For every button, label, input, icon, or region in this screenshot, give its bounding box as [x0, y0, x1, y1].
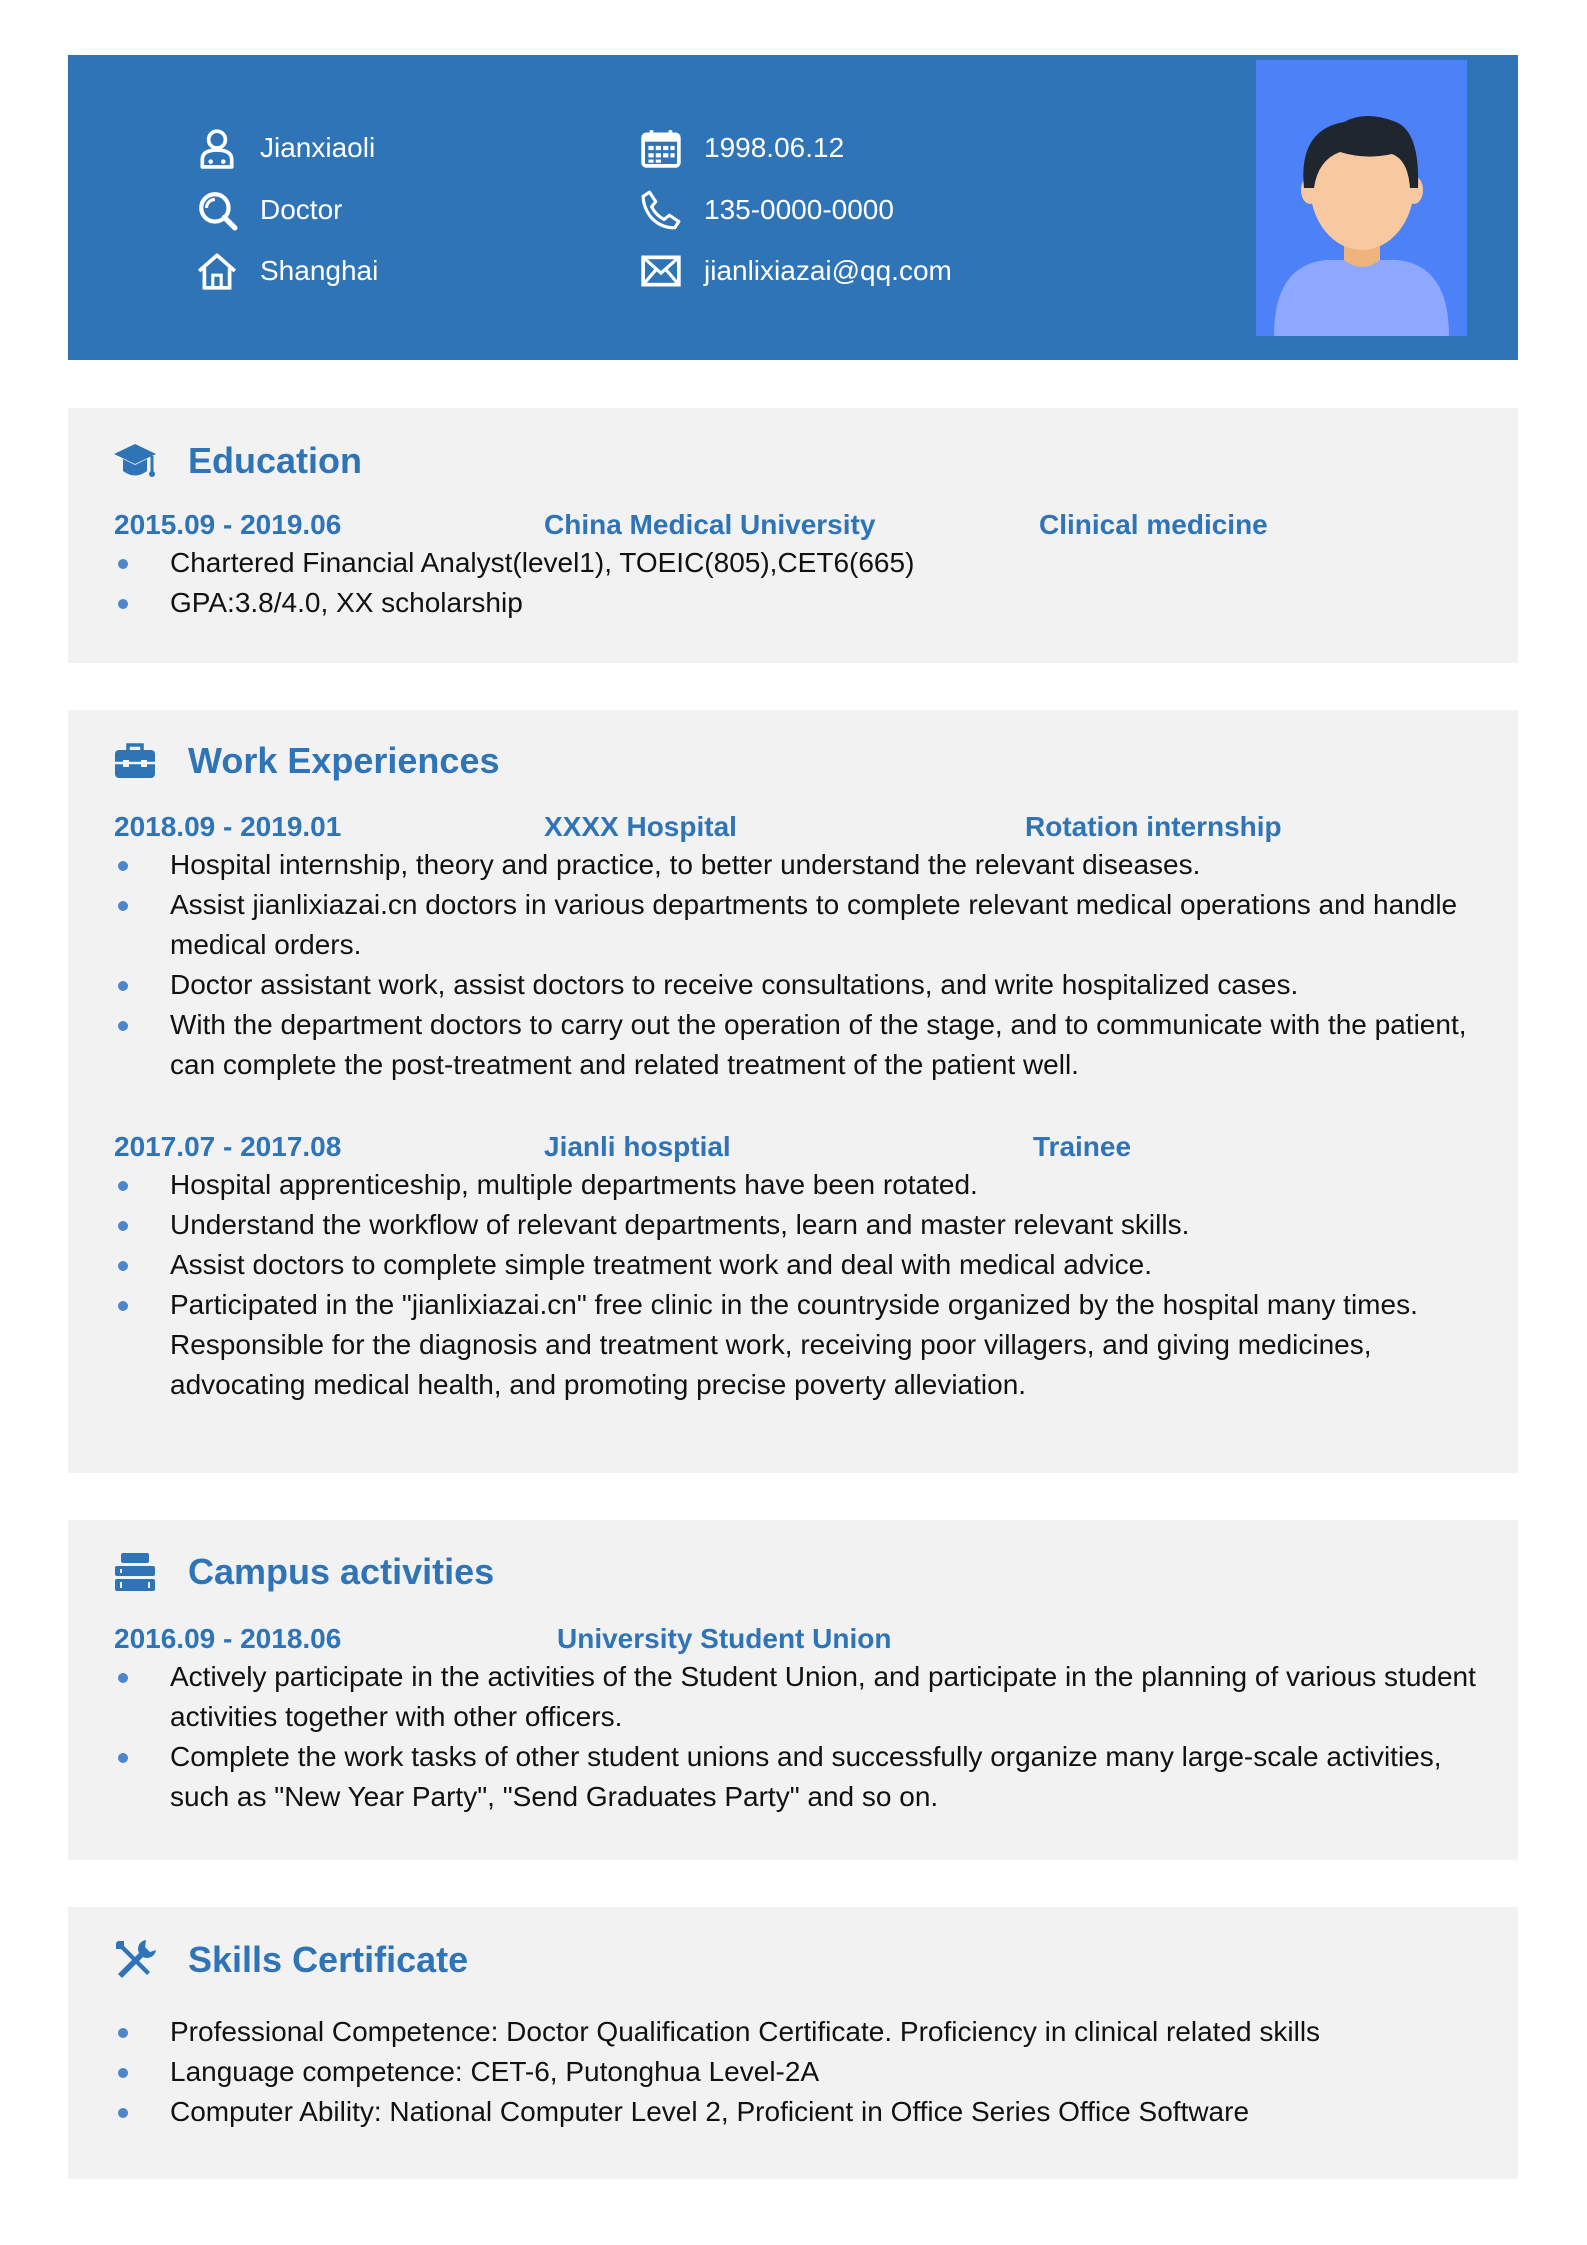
list-item: Chartered Financial Analyst(level1), TOEIC(805),CET6(665) — [114, 543, 1484, 583]
phone-row — [640, 189, 894, 231]
avatar-illustration — [1256, 60, 1467, 336]
work-entry-1-bullets — [114, 845, 1484, 1085]
work-entry-2-date: 2017.07 - 2017.08 — [114, 1131, 342, 1162]
tools-icon — [112, 1937, 158, 1983]
occupation-text: Doctor — [260, 194, 343, 225]
list-item: Doctor assistant work, assist doctors to receive consultations, and write hospitalized cases. — [114, 965, 1484, 1005]
education-section — [68, 408, 1518, 663]
list-item: Professional Competence: Doctor Qualification Certificate. Proficiency in clinical related skills — [114, 2012, 1484, 2052]
calendar-icon — [640, 127, 682, 169]
magnifier-icon — [196, 189, 238, 231]
education-major: Clinical medicine — [1039, 509, 1268, 540]
campus-org: University Student Union — [557, 1623, 892, 1654]
city-row — [196, 250, 378, 292]
city-text: Shanghai — [260, 255, 379, 286]
campus-heading: Campus activities — [112, 1549, 494, 1595]
profile-photo — [1256, 60, 1467, 336]
birthdate-row — [640, 127, 844, 169]
list-item: Complete the work tasks of other student unions and successfully organize many large-scale activities, such as "New Year Party", "Send Graduates Party" and so on. — [114, 1737, 1484, 1817]
phone-text: 135-0000-0000 — [704, 194, 894, 225]
campus-date: 2016.09 - 2018.06 — [114, 1623, 342, 1654]
list-item: Assist jianlixiazai.cn doctors in various departments to complete relevant medical operations and handle medical orders. — [114, 885, 1484, 965]
graduation-cap-icon — [112, 438, 158, 484]
list-item: Computer Ability: National Computer Level 2, Proficient in Office Series Office Software — [114, 2092, 1484, 2132]
list-item: With the department doctors to carry out the operation of the stage, and to communicate with the patient, can complete the post-treatment and related treatment of the patient well. — [114, 1005, 1484, 1085]
list-item: Understand the workflow of relevant departments, learn and master relevant skills. — [114, 1205, 1484, 1245]
work-entry-1-header — [114, 811, 1494, 845]
work-section — [68, 710, 1518, 1473]
work-entry-1-date: 2018.09 - 2019.01 — [114, 811, 342, 842]
stacked-books-icon — [112, 1549, 158, 1595]
list-item: Language competence: CET-6, Putonghua Level-2A — [114, 2052, 1484, 2092]
list-item: GPA:3.8/4.0, XX scholarship — [114, 583, 1484, 623]
briefcase-icon — [112, 738, 158, 784]
email-row — [640, 250, 952, 292]
person-icon — [196, 127, 238, 169]
education-date: 2015.09 - 2019.06 — [114, 509, 342, 540]
work-entry-1-role: Rotation internship — [1025, 811, 1282, 842]
occupation-row — [196, 189, 342, 231]
education-bullets — [114, 543, 1484, 623]
skills-bullets — [114, 2012, 1484, 2132]
work-entry-2-role: Trainee — [1033, 1131, 1132, 1162]
work-entry-2-org: Jianli hosptial — [544, 1131, 731, 1162]
birthdate-text: 1998.06.12 — [704, 132, 845, 163]
education-entry-header — [114, 509, 1494, 543]
house-icon — [196, 250, 238, 292]
work-entry-1-org: XXXX Hospital — [544, 811, 737, 842]
education-heading: Education — [112, 438, 362, 484]
campus-bullets — [114, 1657, 1484, 1817]
campus-entry-header — [114, 1623, 1494, 1657]
list-item: Actively participate in the activities of the Student Union, and participate in the planning of various student activities together with other officers. — [114, 1657, 1484, 1737]
name-row — [196, 127, 375, 169]
envelope-icon — [640, 250, 682, 292]
work-entry-2-bullets — [114, 1165, 1484, 1405]
list-item: Participated in the "jianlixiazai.cn" free clinic in the countryside organized by the hospital many times. Responsible for the diagnosis and treatment work, receiving poor villagers, and giving medicines, advocating medical health, and promoting precise poverty alleviation. — [114, 1285, 1484, 1405]
work-entry-2-header — [114, 1131, 1494, 1165]
skills-section — [68, 1907, 1518, 2179]
work-heading: Work Experiences — [112, 738, 499, 784]
email-text: jianlixiazai@qq.com — [704, 255, 952, 286]
name-text: Jianxiaoli — [260, 132, 376, 163]
list-item: Assist doctors to complete simple treatment work and deal with medical advice. — [114, 1245, 1484, 1285]
skills-heading: Skills Certificate — [112, 1937, 468, 1983]
list-item: Hospital apprenticeship, multiple departments have been rotated. — [114, 1165, 1484, 1205]
campus-section — [68, 1520, 1518, 1860]
phone-icon — [640, 189, 682, 231]
list-item: Hospital internship, theory and practice, to better understand the relevant diseases. — [114, 845, 1484, 885]
education-school: China Medical University — [544, 509, 876, 540]
